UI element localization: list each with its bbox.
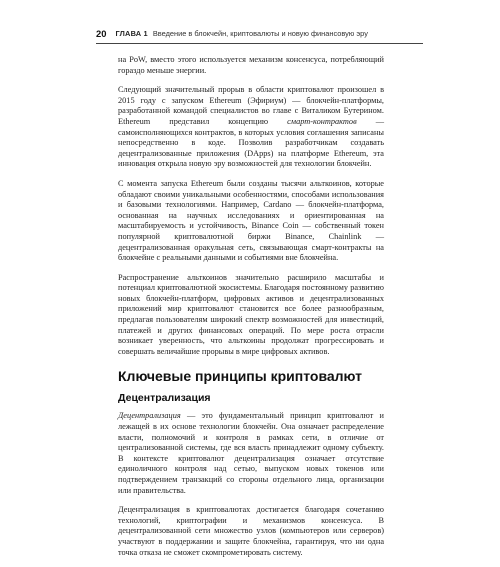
term-smart-contracts: смарт-контрактов [287,116,357,126]
term-decentralization: Децентрализация [118,411,181,421]
paragraph-text: Следующий значительный прорыв в области криптовалют произошел в 2015 году с запуском Ethereum (Эфириум) — блокчейн-платформы, разработанной командой специалистов во главе с Виталиком Бутерином. Ethereum представил концепцию [118,85,384,126]
page-body [118,55,384,567]
paragraph-ecosystem: Распространение альткоинов значительно расширило масштабы и потенциал криптовалютной экосистемы. Благодаря постоянному развитию новых блокчейн-платформ, цифровых активов и децентрализованных приложений мир криптовалют становится все более разнообразным, предлагая пользователям широкий спектр возможностей для инвестиций, платежей и других финансовых операций. По мере роста отрасли возникает уверенность, что альткоины продолжат прогрессировать и совершать величайшие прорывы в мире цифровых активов. [118,272,384,356]
chapter-label: ГЛАВА 1 [115,29,148,38]
paragraph-text: — самоисполняющихся контрактов, в которых условия соглашения записаны непосредственно в коде. Позволив разработчикам создавать децентрализованные приложения (DApps) на платформе Ethereum, эта инновация открыла новую эру возможностей для технологии блокчейн. [118,116,384,169]
page-number: 20 [96,28,107,39]
paragraph-text: — это фундаментальный принцип криптовалют и лежащей в их основе технологии блокчейн. Она означает распределение власти, полномочий и контроля в рамках сети, в отличие от централизованной системы, где вся власть принадлежит одному субъекту. В контексте криптовалют децентрализация означает отсутствие единоличного контроля над сетью, выпуском новых токенов или подтверждением транзакций со стороны отдельного лица, организации или правительства. [118,411,384,495]
section-heading: Ключевые принципы криптовалют [118,368,363,385]
paragraph-altcoins: С момента запуска Ethereum были созданы тысячи альткоинов, которые обладают своими уникальными особенностями, способами использования и базовыми технологиями. Например, Cardano — блокчейн-платформа, основанная на научных исследованиях и ориентированная на масштабируемость и устойчивость, Binance Coin — собственный токен популярной криптовалютной биржи Binance, Chainlink — децентрализованная оракульная сеть, связывающая смарт-контракты на блокчейне с реальными данными и событиями вне блокчейна. [118,178,384,263]
header-rule [96,43,423,44]
running-header [96,27,421,40]
paragraph-continued: на PoW, вместо этого используется механизм консенсуса, потребляющий гораздо меньше энергии. [118,55,384,75]
chapter-title: Введение в блокчейн, криптовалюты и новую финансовую эру [152,29,368,38]
subsection-heading: Децентрализация [118,392,211,405]
paragraph-ethereum [118,85,384,170]
paragraph-consensus: Децентрализация в криптовалютах достигается благодаря сочетанию технологий, криптографии и механизмов консенсуса. В децентрализованной сети множество узлов (компьютеров или серверов) участвуют в поддержании и защите блокчейна, гарантируя, что ни одна точка отказа не сможет скомпрометировать систему. [118,505,384,557]
paragraph-decentralization [118,411,384,496]
